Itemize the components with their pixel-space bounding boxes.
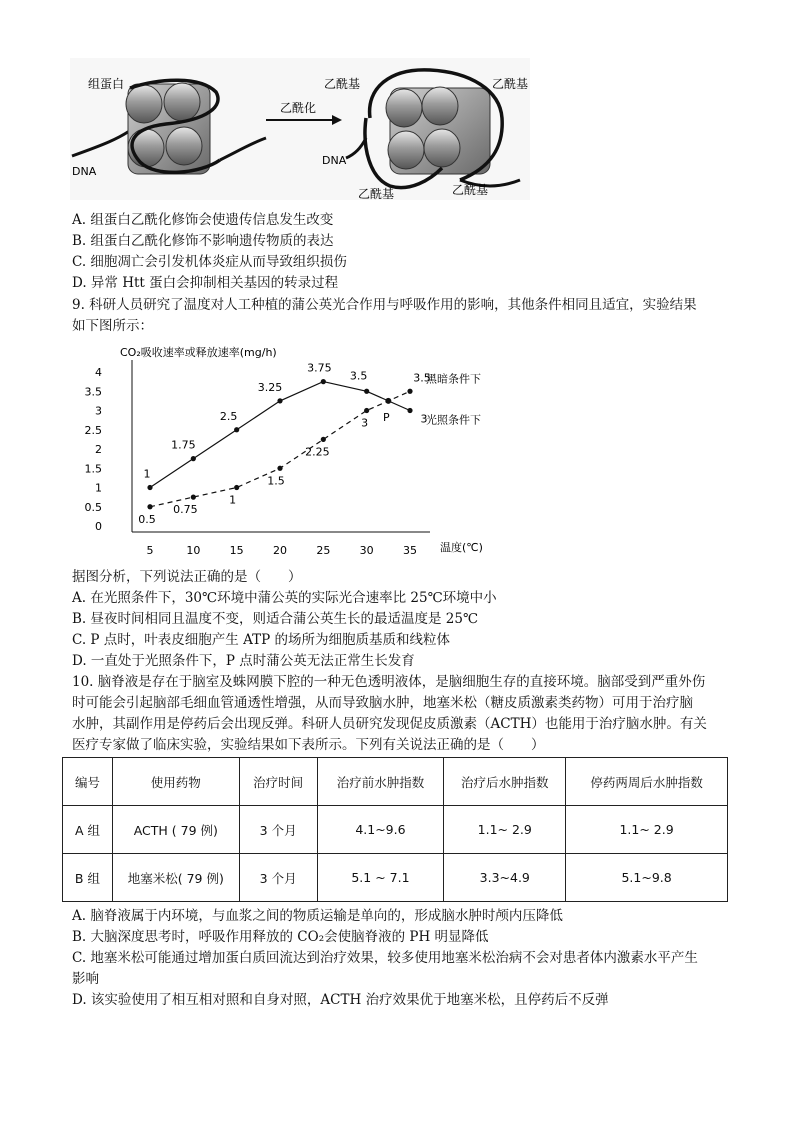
data-label: 0.75: [173, 503, 198, 517]
q9-question: 据图分析，下列说法正确的是（ ）: [72, 569, 302, 585]
data-label: 0.5: [138, 512, 156, 526]
data-label: 2.25: [305, 445, 330, 459]
intersection-label-p: P: [383, 410, 390, 424]
table-cell: 3.3~4.9: [444, 854, 566, 902]
data-label: 3: [420, 412, 428, 426]
table-cell: ACTH ( 79 例): [112, 806, 239, 854]
q8-option-d: D. 异常 Htt 蛋白会抑制相关基因的转录过程: [72, 275, 339, 291]
label-dna-left: DNA: [72, 165, 97, 178]
y-tick-label: 2: [95, 443, 102, 456]
q9-stem-line2: 如下图所示：: [72, 318, 153, 334]
table-header-cell: 治疗前水肿指数: [317, 758, 444, 806]
label-acetylation: 乙酰化: [280, 101, 317, 115]
x-tick-label: 10: [186, 544, 201, 557]
q8-option-c: C. 细胞凋亡会引发机体炎症从而导致组织损伤: [72, 254, 347, 270]
chart-xlabel: 温度(℃): [440, 541, 483, 554]
table-cell: B 组: [63, 854, 113, 902]
data-point: [147, 485, 152, 490]
table-header-cell: 使用药物: [112, 758, 239, 806]
data-point: [407, 389, 412, 394]
x-tick-label: 30: [359, 544, 374, 557]
x-tick-label: 25: [316, 544, 331, 557]
q10-option-a: A. 脑脊液属于内环境，与血浆之间的物质运输是单向的，形成脑水肿时颅内压降低: [72, 908, 563, 924]
table-row: [63, 854, 728, 902]
label-histone: 组蛋白: [88, 77, 125, 91]
y-tick-label: 1.5: [84, 462, 102, 476]
q9-option-a: A. 在光照条件下，30℃环境中蒲公英的实际光合速率比 25℃环境中小: [72, 590, 497, 606]
data-label: 3: [361, 416, 369, 430]
label-acetyl-top-left: 乙酰基: [324, 77, 361, 91]
data-point: [234, 485, 239, 490]
q10-stem-line4: 医疗专家做了临床实验，实验结果如下表所示。下列有关说法正确的是（ ）: [72, 737, 545, 753]
data-point: [321, 379, 326, 384]
histone-acetylation-figure: [70, 58, 530, 200]
q10-stem-line1: 10. 脑脊液是存在于脑室及蛛网膜下腔的一种无色透明液体，是脑细胞生存的直接环境。脑部受到严重外伤: [72, 674, 706, 690]
table-header-row: [63, 758, 728, 806]
table-cell: 3 个月: [239, 806, 317, 854]
y-tick-label: 3: [95, 404, 102, 418]
q10-stem-line3: 水肿，其副作用是停药后会出现反弹。科研人员研究发现促皮质激素（ACTH）也能用于治疗脑水肿。有关: [72, 716, 707, 732]
data-label: 1: [229, 493, 237, 507]
x-tick-label: 35: [403, 544, 417, 557]
data-point: [364, 389, 369, 394]
data-label: 3.5: [349, 369, 368, 383]
data-label: 3.5: [413, 371, 431, 385]
q10-option-b: B. 大脑深度思考时，呼吸作用释放的 CO₂会使脑脊液的 PH 明显降低: [72, 929, 489, 945]
x-tick-label: 15: [229, 544, 244, 557]
data-label: 1: [143, 467, 151, 481]
table-cell: 1.1~ 2.9: [444, 806, 566, 854]
data-label: 3.75: [307, 361, 332, 375]
label-acetyl-bottom-left: 乙酰基: [358, 187, 395, 200]
data-label: 3.25: [257, 380, 283, 394]
q9-option-c: C. P 点时，叶表皮细胞产生 ATP 的场所为细胞质基质和线粒体: [72, 632, 450, 648]
label-dna-right: DNA: [322, 154, 347, 167]
q9-option-d: D. 一直处于光照条件下，P 点时蒲公英无法正常生长发育: [72, 653, 415, 669]
table-cell: 1.1~ 2.9: [566, 806, 728, 854]
table-header-cell: 停药两周后水肿指数: [566, 758, 728, 806]
data-point: [191, 495, 196, 500]
x-tick-label: 20: [273, 544, 287, 557]
legend-light: 光照条件下: [426, 413, 481, 427]
table-cell: A 组: [63, 806, 113, 854]
data-point: [147, 504, 152, 509]
data-point: [277, 398, 282, 403]
y-tick-label: 1: [95, 481, 102, 495]
label-acetyl-top-right: 乙酰基: [492, 77, 529, 91]
q10-option-c-continued: 影响: [72, 971, 99, 987]
chart-ylabel: CO₂吸收速率或释放速率(mg/h): [120, 346, 277, 359]
q10-option-d: D. 该实验使用了相互相对照和自身对照，ACTH 治疗效果优于地塞米松，且停药后不反弹: [72, 992, 609, 1008]
q9-option-b: B. 昼夜时间相同且温度不变，则适合蒲公英生长的最适温度是 25℃: [72, 611, 479, 627]
data-point: [234, 427, 239, 432]
data-point: [321, 437, 326, 442]
q9-stem-line1: 9. 科研人员研究了温度对人工种植的蒲公英光合作用与呼吸作用的影响，其他条件相同且适宜，实验结果: [72, 297, 697, 313]
series-line-dark: [150, 382, 410, 488]
temperature-co2-chart: [80, 340, 500, 560]
data-label: 1.5: [267, 474, 285, 488]
table-header-cell: 编号: [63, 758, 113, 806]
q8-option-a: A. 组蛋白乙酰化修饰会使遗传信息发生改变: [72, 212, 334, 228]
table-row: [63, 806, 728, 854]
table-cell: 3 个月: [239, 854, 317, 902]
legend-dark: 黑暗条件下: [426, 372, 481, 386]
table-cell: 5.1 ~ 7.1: [317, 854, 444, 902]
data-point: [407, 408, 412, 413]
table-cell: 地塞米松( 79 例): [112, 854, 239, 902]
table-cell: 4.1~9.6: [317, 806, 444, 854]
y-tick-label: 0.5: [84, 500, 102, 514]
q10-option-c: C. 地塞米松可能通过增加蛋白质回流达到治疗效果，较多使用地塞米松治病不会对患者体内激素水平产生: [72, 950, 698, 966]
table-header-cell: 治疗时间: [239, 758, 317, 806]
y-tick-label: 3.5: [84, 385, 102, 399]
table-header-cell: 治疗后水肿指数: [444, 758, 566, 806]
y-tick-label: 0: [95, 520, 102, 533]
data-label: 1.75: [171, 438, 196, 452]
data-label: 2.5: [219, 409, 238, 423]
data-point: [191, 456, 196, 461]
q10-results-table: [62, 757, 728, 902]
q8-option-b: B. 组蛋白乙酰化修饰不影响遗传物质的表达: [72, 233, 334, 249]
intersection-point-p: [385, 398, 391, 404]
label-acetyl-bottom-right: 乙酰基: [452, 183, 489, 197]
x-tick-label: 5: [146, 544, 154, 557]
y-tick-label: 2.5: [84, 423, 102, 437]
y-tick-label: 4: [95, 366, 102, 379]
table-cell: 5.1~9.8: [566, 854, 728, 902]
q10-stem-line2: 时可能会引起脑部毛细血管通透性增强，从而导致脑水肿，地塞米松（糖皮质激素类药物）可用于治疗脑: [72, 695, 693, 711]
data-point: [277, 466, 282, 471]
data-point: [364, 408, 369, 413]
